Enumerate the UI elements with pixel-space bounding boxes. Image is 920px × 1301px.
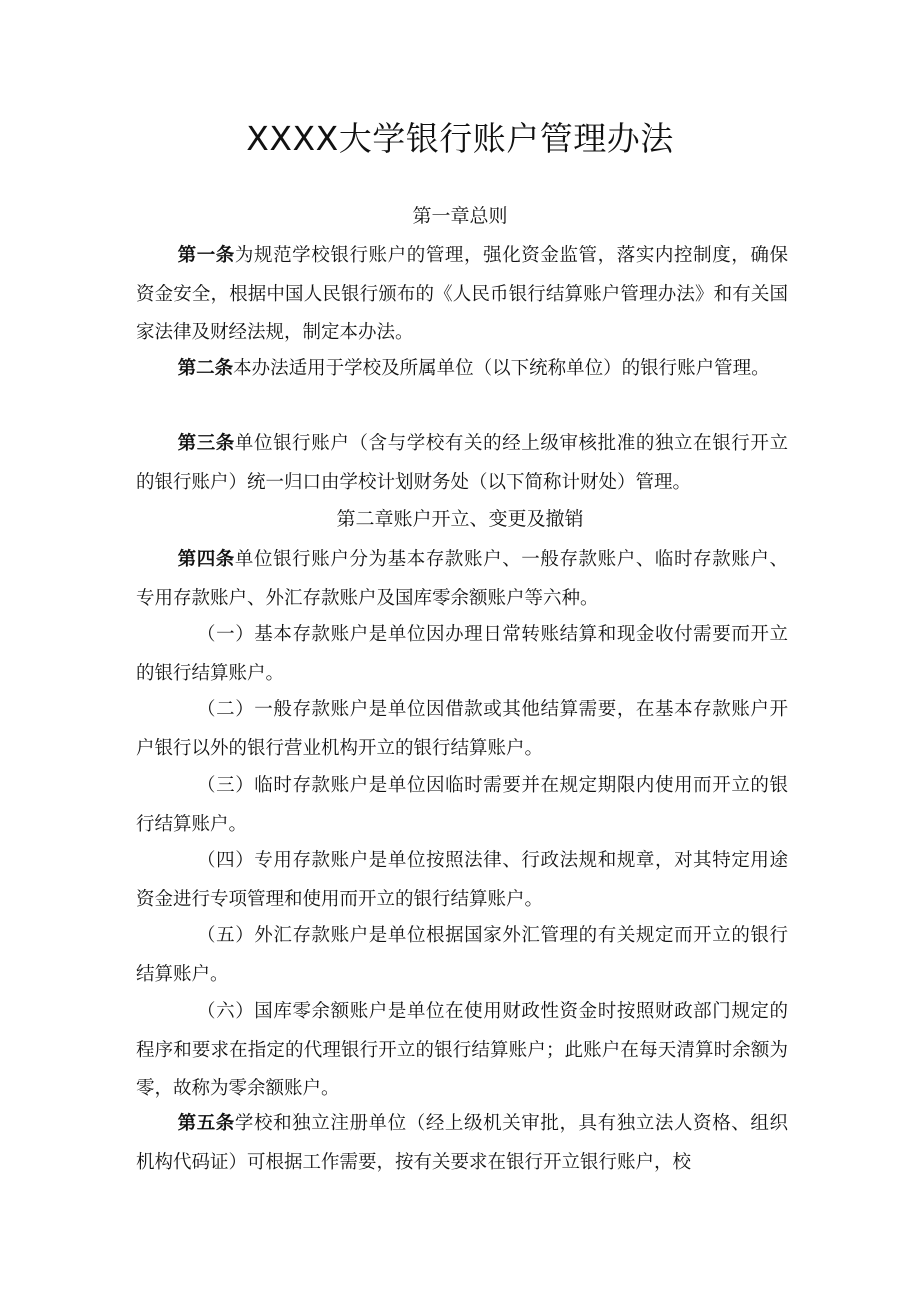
document-title: XXXX大学银行账户管理办法	[246, 119, 674, 158]
article-3	[136, 425, 788, 502]
account-type-item-2: （二）一般存款账户是单位因借款或其他结算需要，在基本存款账户开户银行以外的银行营业机构开立的银行结算账户。	[136, 699, 788, 759]
account-type-item-5: （五）外汇存款账户是单位根据国家外汇管理的有关规定而开立的银行结算账户。	[136, 925, 788, 985]
chapter-1-heading: 第一章总则	[412, 205, 508, 227]
article-3-text: 单位银行账户（含与学校有关的经上级审核批准的独立在银行开立的银行账户）统一归口由学校计划财务处（以下简称计财处）管理。	[136, 433, 788, 493]
article-4-text: 单位银行账户分为基本存款账户、一般存款账户、临时存款账户、专用存款账户、外汇存款账户及国库零余额账户等六种。	[136, 549, 788, 609]
article-4	[136, 541, 788, 618]
account-type-item-4: （四）专用存款账户是单位按照法律、行政法规和规章，对其特定用途资金进行专项管理和使用而开立的银行结算账户。	[136, 850, 788, 910]
article-1-label: 第一条	[177, 245, 235, 266]
article-3-label: 第三条	[177, 433, 235, 454]
article-4-label: 第四条	[177, 549, 235, 570]
article-5-label: 第五条	[177, 1113, 235, 1134]
account-type-item-1: （一）基本存款账户是单位因办理日常转账结算和现金收付需要而开立的银行结算账户。	[136, 624, 788, 684]
article-1	[136, 237, 788, 353]
article-2	[136, 350, 788, 389]
account-type-item-3: （三）临时存款账户是单位因临时需要并在规定期限内使用而开立的银行结算账户。	[136, 775, 788, 835]
article-2-label: 第二条	[177, 358, 234, 379]
article-5	[136, 1105, 788, 1182]
article-2-text: 本办法适用于学校及所属单位（以下统称单位）的银行账户管理。	[233, 358, 770, 379]
article-1-text: 为规范学校银行账户的管理，强化资金监管，落实内控制度，确保资金安全，根据中国人民银行颁布的《人民币银行结算账户管理办法》和有关国家法律及财经法规，制定本办法。	[136, 245, 788, 343]
account-type-item-6: （六）国库零余额账户是单位在使用财政性资金时按照财政部门规定的程序和要求在指定的代理银行开立的银行结算账户；此账户在每天清算时余额为零，故称为零余额账户。	[136, 1001, 788, 1099]
article-5-text: 学校和独立注册单位（经上级机关审批，具有独立法人资格、组织机构代码证）可根据工作需要，按有关要求在银行开立银行账户，校	[136, 1113, 788, 1173]
chapter-2-heading: 第二章账户开立、变更及撤销	[336, 508, 584, 530]
